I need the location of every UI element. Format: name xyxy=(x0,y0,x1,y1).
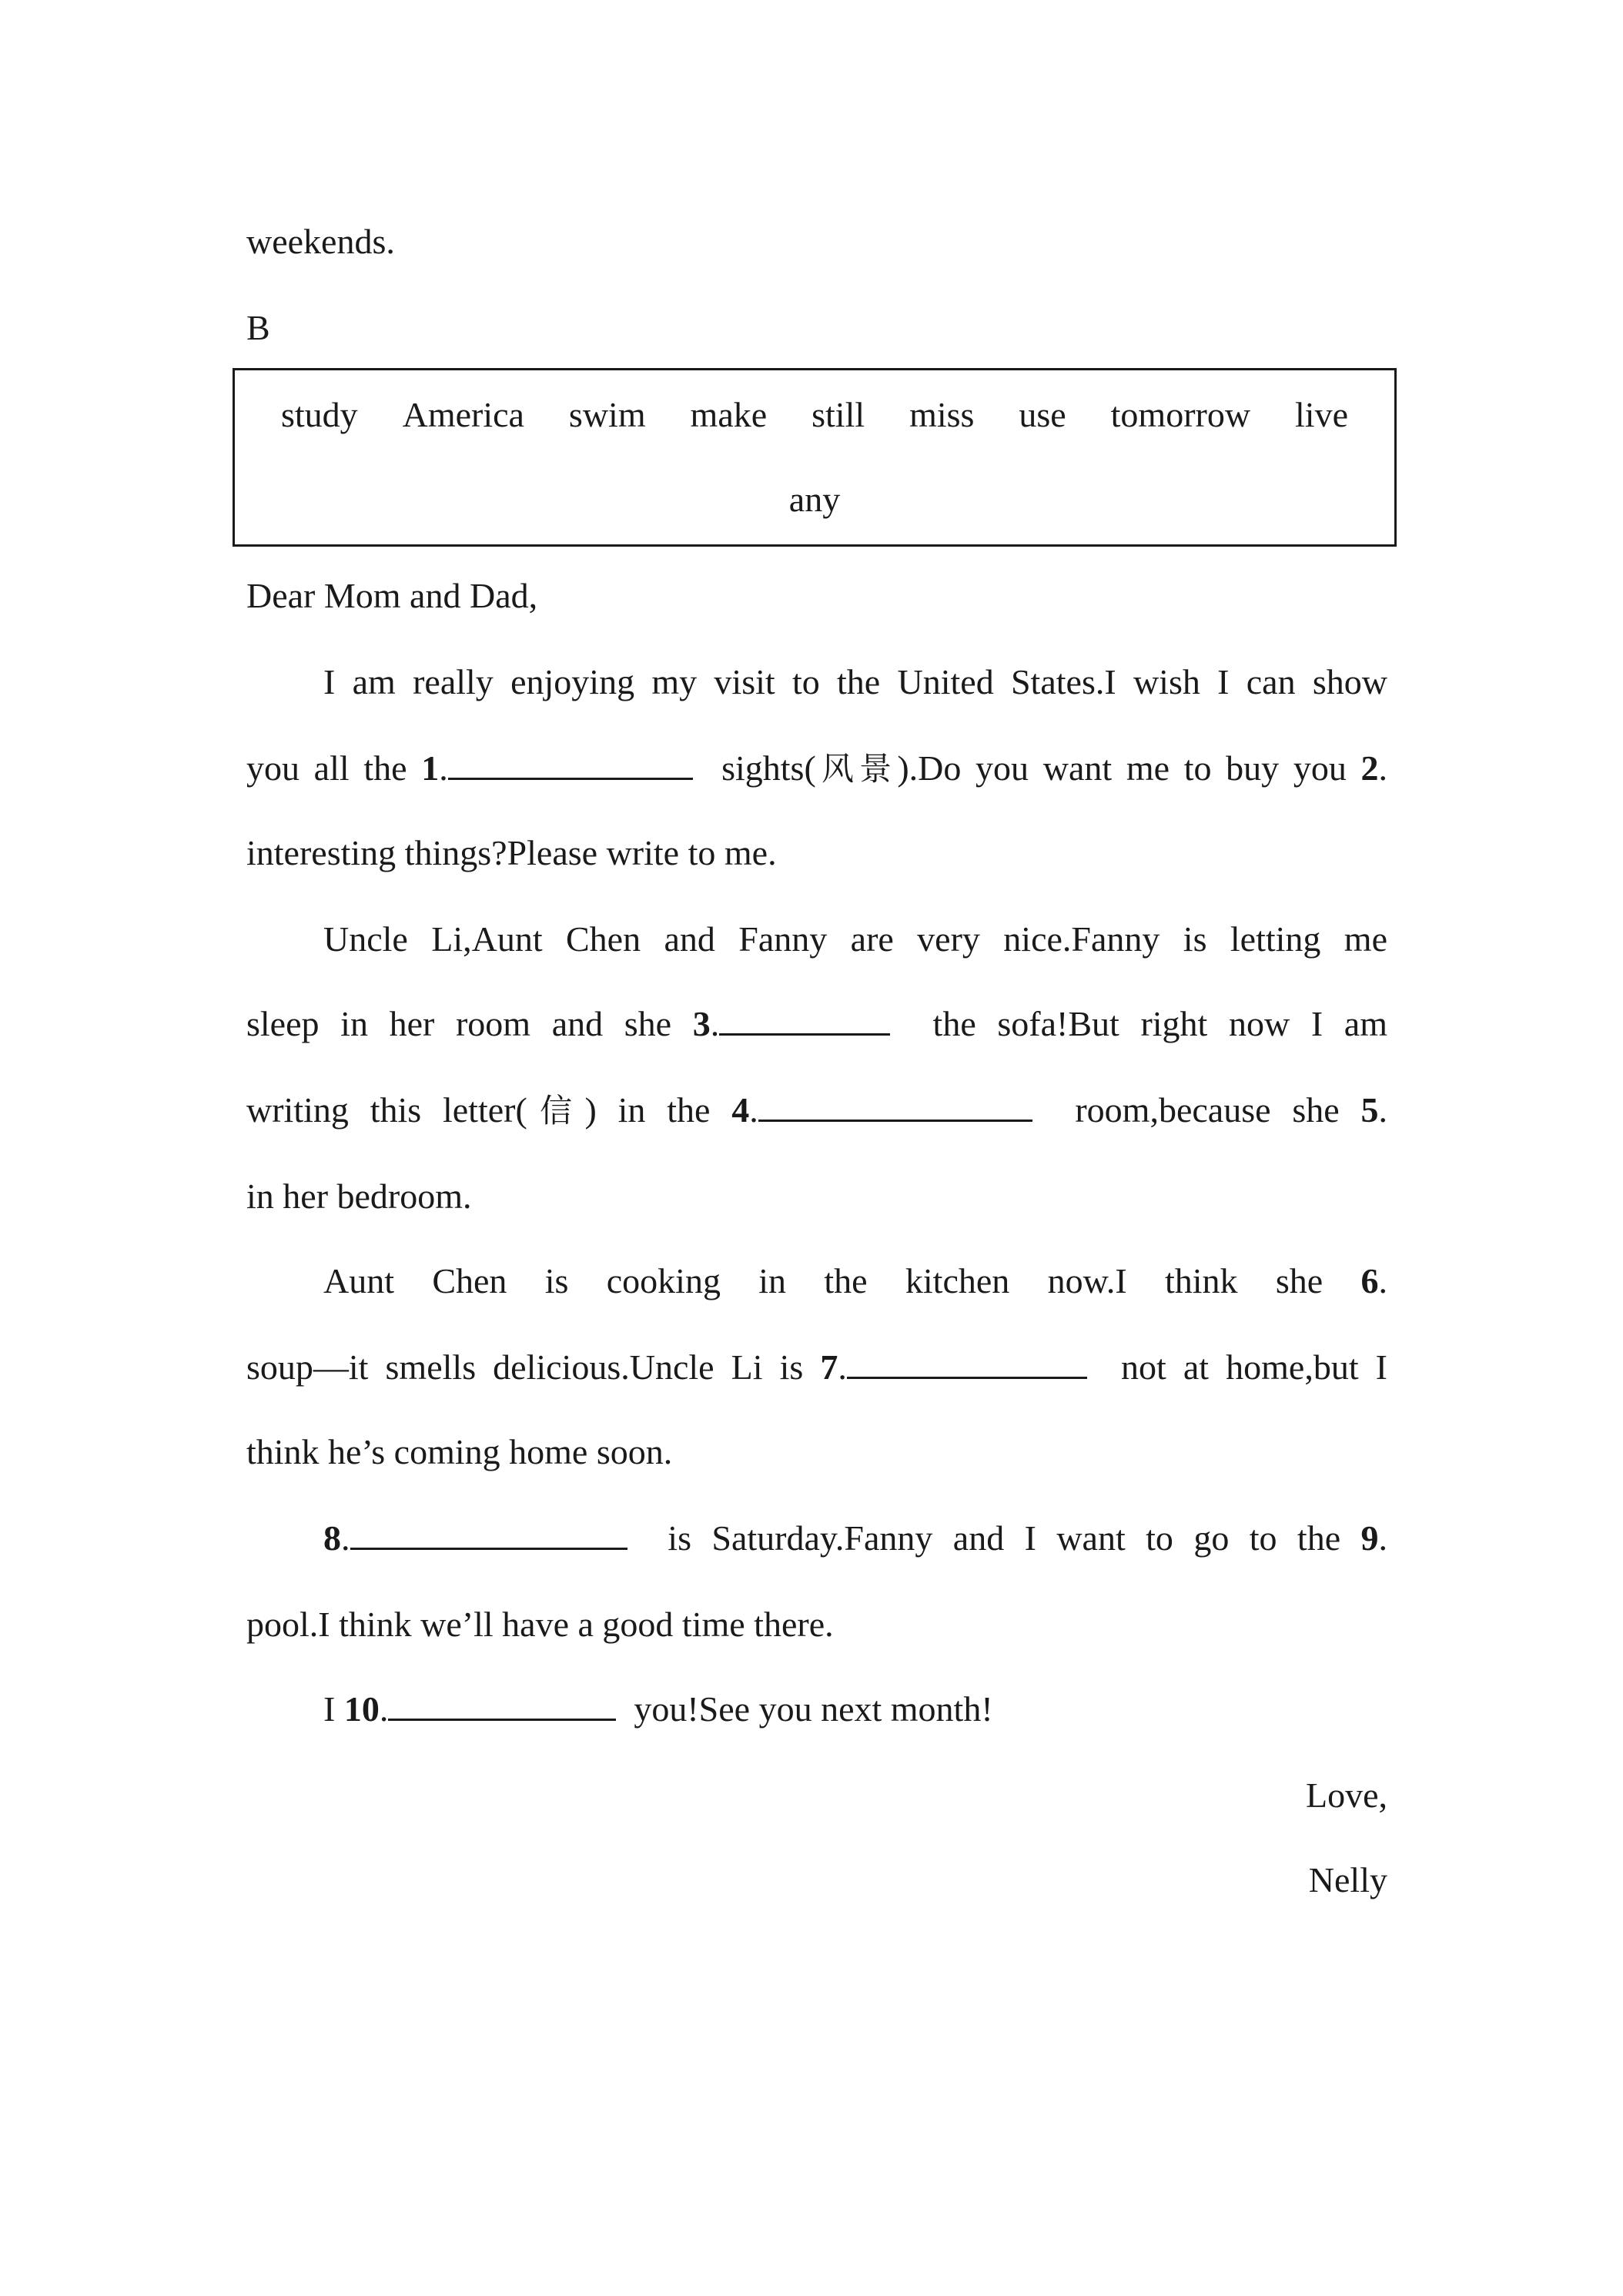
blank-number: 6 xyxy=(1360,1261,1379,1300)
letter-line: interesting things?Please write to me. xyxy=(246,833,777,872)
letter-line: I am really enjoying my visit to the United States.I wish I can show xyxy=(323,662,1387,701)
letter-signature: Nelly xyxy=(1308,1860,1387,1899)
letter-line: think he’s coming home soon. xyxy=(246,1432,673,1471)
word-bank-word: miss xyxy=(909,395,975,434)
letter-line: 8. is Saturday.Fanny and I want to go to the 9. xyxy=(323,1518,1388,1558)
word-bank-word: tomorrow xyxy=(1110,395,1251,434)
letter-line: you all the 1. sights(风景).Do you want me to buy you 2. xyxy=(246,748,1388,788)
answer-blank-4[interactable] xyxy=(758,1089,1032,1122)
letter-line: Aunt Chen is cooking in the kitchen now.I think she 6. xyxy=(323,1261,1387,1300)
blank-number: 1 xyxy=(421,748,440,788)
letter-line: I 10. you!See you next month! xyxy=(323,1689,993,1729)
letter-closing: Love, xyxy=(1305,1776,1387,1815)
answer-blank-3[interactable] xyxy=(719,1002,890,1036)
word-bank-word: use xyxy=(1019,395,1066,434)
blank-number: 9 xyxy=(1360,1518,1379,1558)
letter-line: writing this letter(信) in the 4. room,because she 5. xyxy=(246,1090,1387,1130)
answer-blank-1[interactable] xyxy=(448,747,693,780)
word-bank-word: live xyxy=(1295,395,1348,434)
blank-number: 10 xyxy=(343,1689,380,1729)
word-bank-last-word: any xyxy=(788,480,841,519)
blank-number: 4 xyxy=(731,1090,750,1130)
blank-number: 7 xyxy=(820,1347,838,1387)
letter-line: sleep in her room and she 3. the sofa!But right now I am xyxy=(246,1004,1388,1043)
word-bank-word: study xyxy=(281,395,358,434)
word-bank-row xyxy=(281,393,1348,437)
section-label: B xyxy=(246,308,270,347)
word-bank-box xyxy=(233,368,1397,547)
word-bank-word: swim xyxy=(568,395,646,434)
blank-number: 5 xyxy=(1360,1090,1379,1130)
word-bank-word: still xyxy=(812,395,865,434)
blank-number: 8 xyxy=(323,1518,341,1558)
letter-line: pool.I think we’ll have a good time there. xyxy=(246,1605,834,1644)
letter-line: in her bedroom. xyxy=(246,1176,472,1216)
blank-number: 3 xyxy=(692,1004,711,1043)
answer-blank-7[interactable] xyxy=(847,1346,1087,1379)
letter-line: soup—it smells delicious.Uncle Li is 7. not at home,but I xyxy=(246,1347,1387,1387)
answer-blank-10[interactable] xyxy=(388,1688,616,1721)
word-bank-word: make xyxy=(690,395,768,434)
word-bank-word: America xyxy=(402,395,524,434)
answer-blank-8[interactable] xyxy=(350,1517,627,1550)
previous-text-tail: weekends. xyxy=(246,222,395,261)
letter-line: Uncle Li,Aunt Chen and Fanny are very nice.Fanny is letting me xyxy=(323,919,1387,959)
blank-number: 2 xyxy=(1360,748,1379,788)
letter-greeting: Dear Mom and Dad, xyxy=(246,576,538,615)
